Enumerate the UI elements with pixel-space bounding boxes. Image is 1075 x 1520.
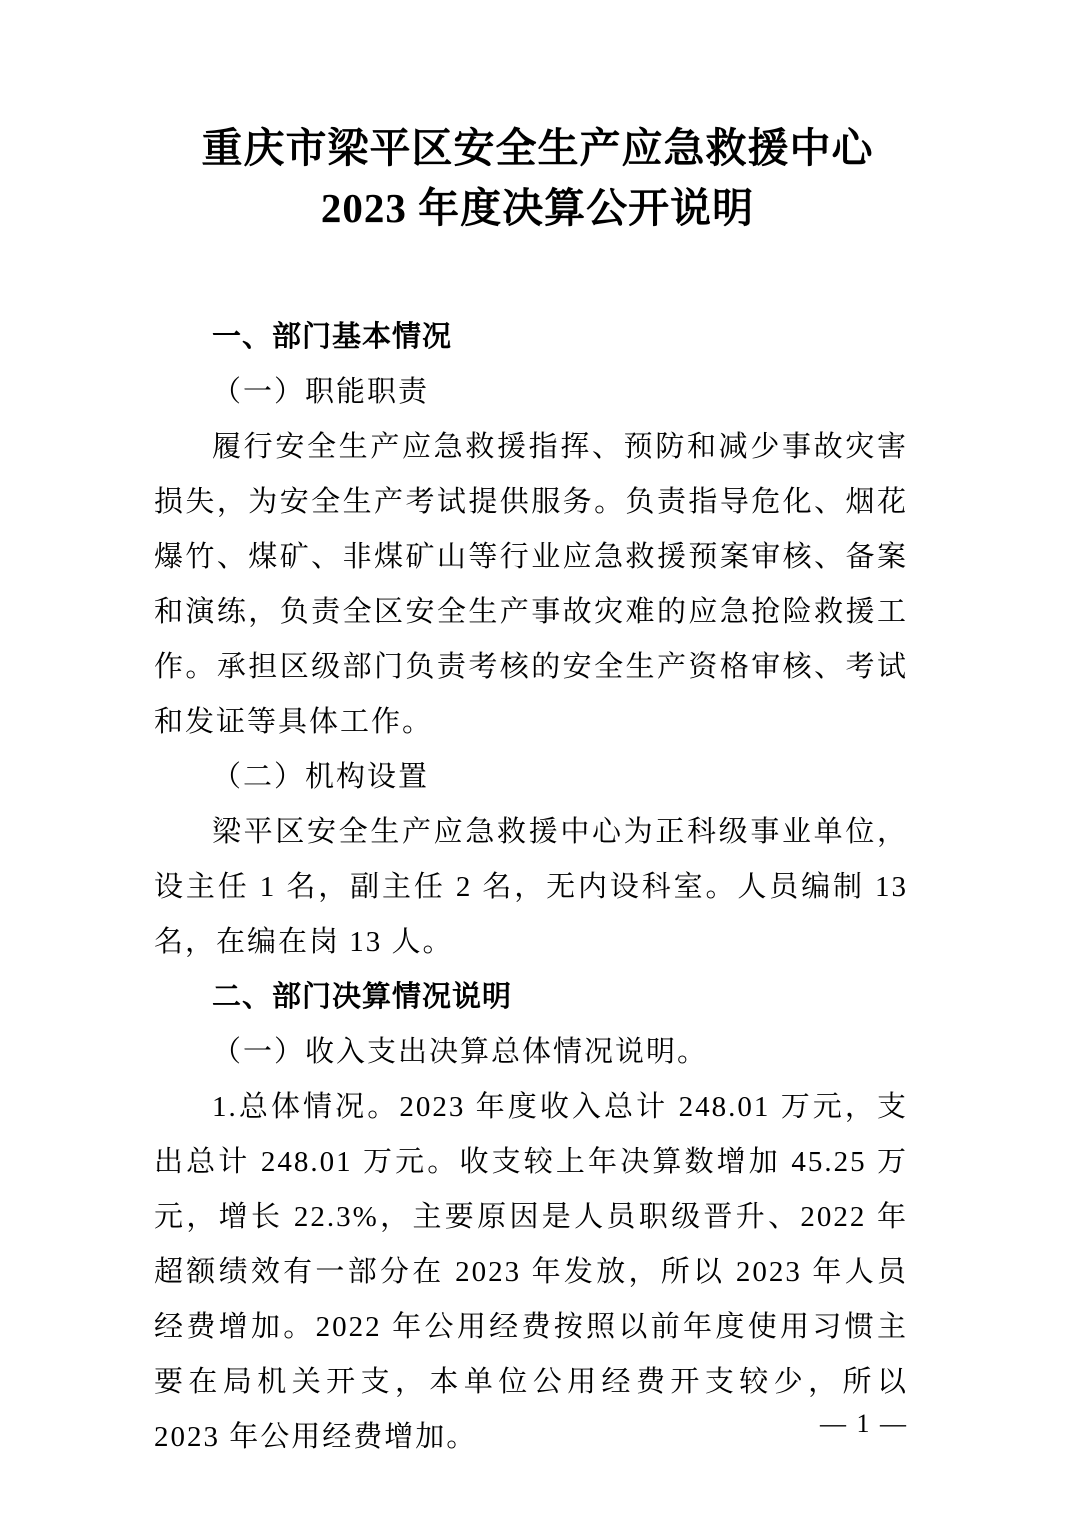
document-body (0, 310, 1075, 1465)
section-heading-final-accounts: 二、部门决算情况说明 (212, 981, 513, 1013)
page-number: — 1 — (820, 1409, 908, 1438)
subsection-heading-income-expenditure: （一）收入支出决算总体情况说明。 (212, 1036, 709, 1068)
subsection-heading-structure: （二）机构设置 (212, 761, 430, 793)
paragraph-duties: 履行安全生产应急救援指挥、预防和减少事故灾害损失，为安全生产考试提供服务。负责指导危化、烟花爆竹、煤矿、非煤矿山等行业应急救援预案审核、备案和演练，负责全区安全生产事故灾难的应急抢险救援工作。承担区级部门负责考核的安全生产资格审核、考试和发证等具体工作。 (154, 431, 908, 738)
title-line-1: 重庆市梁平区安全生产应急救援中心 (201, 125, 874, 171)
section-heading-basic-info: 一、部门基本情况 (212, 321, 453, 353)
paragraph-overall-situation: 1.总体情况。2023 年度收入总计 248.01 万元，支出总计 248.01 万元。收支较上年决算数增加 45.25 万元，增长 22.3%，主要原因是人员职级晋升、2022 年超额绩效有一部分在 2023 年发放，所以 2023 年人员经费增加。2022 年公用经费按照以前年度使用习惯主要在局机关开支，本单位公用经费开支较少，所以 2023 年公用经费增加。 (154, 1091, 908, 1453)
paragraph-structure: 梁平区安全生产应急救援中心为正科级事业单位，设主任 1 名，副主任 2 名，无内设科室。人员编制 13 名，在编在岗 13 人。 (154, 816, 908, 958)
document-title (0, 0, 1075, 238)
subsection-heading-duties: （一）职能职责 (212, 376, 430, 408)
title-line-2: 2023 年度决算公开说明 (320, 185, 755, 231)
